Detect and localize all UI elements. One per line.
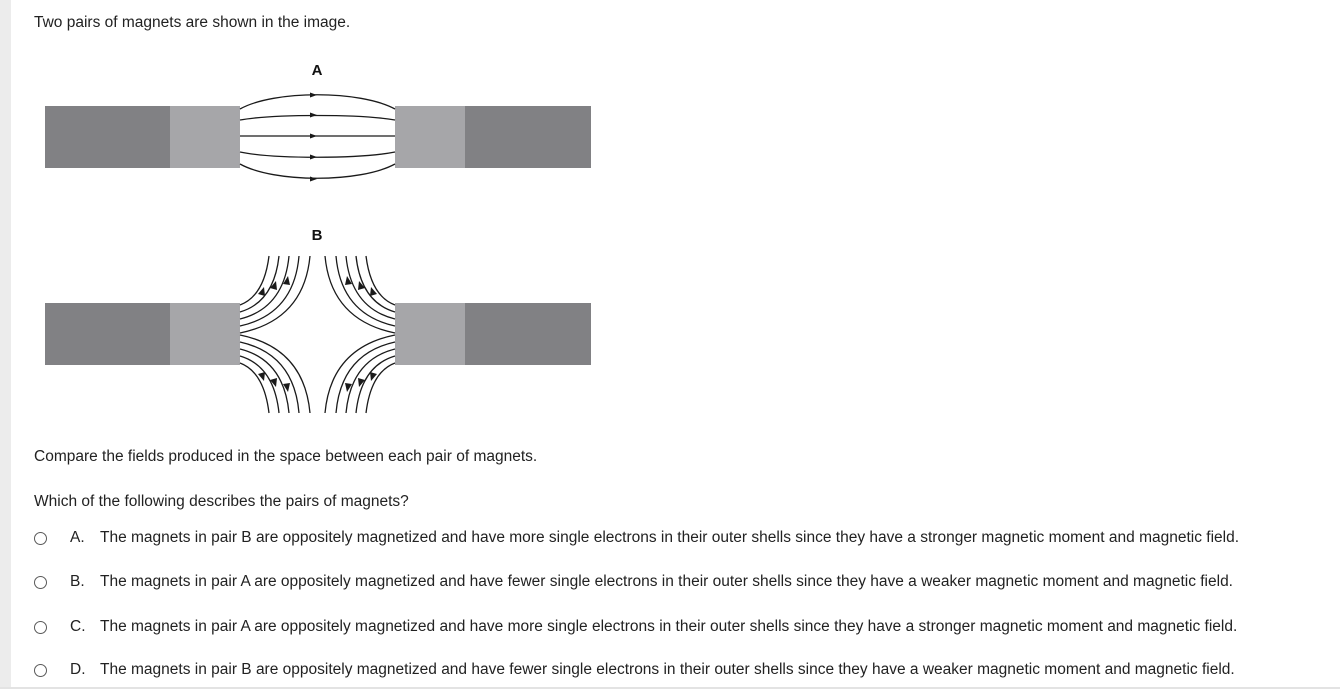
- radio-button-d[interactable]: [34, 664, 47, 677]
- pair-b-field-lines: [240, 256, 395, 413]
- pair-b-right-magnet-pole: [395, 303, 467, 365]
- pair-b-right-magnet-dark: [465, 303, 591, 365]
- answer-option-a[interactable]: [34, 525, 1324, 551]
- pair-a-label: A: [311, 62, 323, 79]
- pair-a-left-magnet-pole: [170, 106, 240, 168]
- option-text: The magnets in pair A are oppositely magnetized and have more single electrons in their outer shells since they have a stronger magnetic moment and magnetic field.: [100, 618, 1238, 635]
- pair-a-field-lines: [240, 95, 395, 179]
- pair-b-field-arrows: [258, 276, 377, 392]
- answer-option-d[interactable]: [34, 657, 1324, 683]
- left-rail: [0, 0, 11, 689]
- compare-instruction: Compare the fields produced in the space between each pair of magnets.: [34, 448, 538, 465]
- option-text: The magnets in pair B are oppositely magnetized and have more single electrons in their outer shells since they have a stronger magnetic moment and magnetic field.: [100, 529, 1240, 546]
- magnets-figure: [34, 56, 604, 421]
- option-letter: A.: [70, 529, 85, 546]
- option-text: The magnets in pair A are oppositely magnetized and have fewer single electrons in their outer shells since they have a weaker magnetic moment and magnetic field.: [100, 573, 1233, 590]
- option-text: The magnets in pair B are oppositely magnetized and have fewer single electrons in their outer shells since they have a weaker magnetic moment and magnetic field.: [100, 661, 1235, 678]
- option-letter: C.: [70, 618, 86, 635]
- option-letter: D.: [70, 661, 86, 678]
- pair-b-left-magnet-dark: [45, 303, 172, 365]
- answer-option-b[interactable]: [34, 569, 1324, 595]
- question-prompt: Which of the following describes the pairs of magnets?: [34, 493, 409, 510]
- pair-b-magnets: [45, 303, 591, 365]
- pair-a-field-arrows: [310, 93, 317, 182]
- pair-b-label: B: [311, 227, 323, 244]
- radio-button-a[interactable]: [34, 532, 47, 545]
- question-intro: Two pairs of magnets are shown in the image.: [34, 14, 351, 31]
- pair-a-right-magnet-pole: [395, 106, 467, 168]
- radio-button-c[interactable]: [34, 621, 47, 634]
- pair-a-right-magnet-dark: [465, 106, 591, 168]
- pair-a-left-magnet-dark: [45, 106, 172, 168]
- answer-option-c[interactable]: [34, 614, 1324, 640]
- pair-b-left-magnet-pole: [170, 303, 240, 365]
- option-letter: B.: [70, 573, 85, 590]
- radio-button-b[interactable]: [34, 576, 47, 589]
